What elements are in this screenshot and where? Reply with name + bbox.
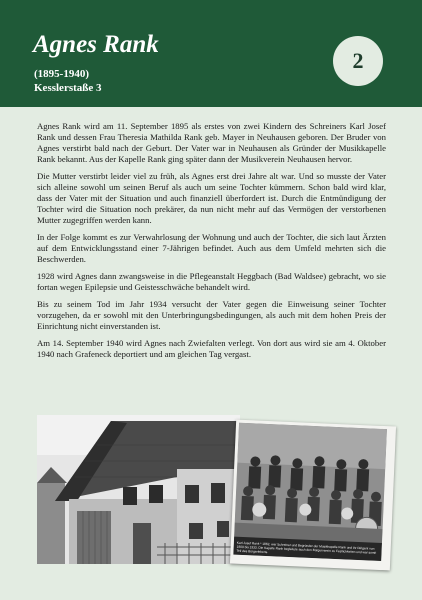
paragraph: Bis zu seinem Tod im Jahr 1934 versucht der Vater gegen die Einweisung seiner Tochter vorzugehen, da er sowohl mit den Unterbringungsbedingungen, als auch mit dem hohen Preis der Einrichtung nicht einverstanden ist. (37, 299, 386, 331)
biography-text (37, 121, 386, 366)
paragraph: Am 14. September 1940 wird Agnes nach Zwiefalten verlegt. Von dort aus wird sie am 4. Oktober 1940 nach Grafeneck deportiert und am gleichen Tag vergast. (37, 338, 386, 359)
band-photo-frame (230, 420, 396, 571)
band-photo-icon (233, 423, 387, 561)
address: Kesslerstaße 3 (34, 82, 102, 94)
house-photo (37, 415, 240, 564)
band-photo (233, 423, 387, 561)
page-title: Agnes Rank (33, 31, 159, 58)
header-band (0, 0, 422, 107)
paragraph: 1928 wird Agnes dann zwangsweise in die Pflegeanstalt Heggbach (Bad Waldsee) gebracht, wo sie fortan wegen Epilepsie und Geistesschwäche behandelt wird. (37, 271, 386, 292)
paragraph: Agnes Rank wird am 11. September 1895 als erstes von zwei Kindern des Schreiners Karl Josef Rank und dessen Frau Theresia Mathilda Rank geb. Mayer in Neuhausen geboren. Der Bruder von Agnes verstirbt bald nach der Geburt. Der Vater war in Neuhausen als Gründer der Musikkapelle Rank bekannt. Aus der Kapelle Rank ging später dann der Musikverein Neuhausen hervor. (37, 121, 386, 164)
house-photo-icon (37, 415, 240, 564)
photo-caption: Karl Josef Rank * 1862, war Schreiner und Begründer der Musikkapelle Rank und ihr Dirigent von 1900 bis 1933. Die Kapelle Rank begleitete auch den Bürgerverein zu Festlichkeiten und war somit Teil des Bürgerlebens. (236, 540, 377, 555)
paragraph: In der Folge kommt es zur Verwahrlosung der Wohnung und auch der Tochter, die sich laut Ärzten auf dem Entwicklungsstand einer 7-Jährigen befindet. Auch aus dem Umfeld mehrten sich die Beschwerden. (37, 232, 386, 264)
station-number-badge: 2 (333, 36, 383, 86)
life-years: (1895-1940) (34, 68, 89, 80)
paragraph: Die Mutter verstirbt leider viel zu früh, als Agnes erst drei Jahre alt war. Und so musste der Vater sich alleine sowohl um seinen Beruf als auch um seine Tochter kümmern. Schon bald wird klar, dass der Vater mit der Situation und auch finanziell überfordert ist. Durch die Entmündigung der Tochter wird die Situation noch prekärer, da nun nicht mehr auf das Vermögen der verstorbenen Mutter zugegriffen werden kann. (37, 171, 386, 225)
